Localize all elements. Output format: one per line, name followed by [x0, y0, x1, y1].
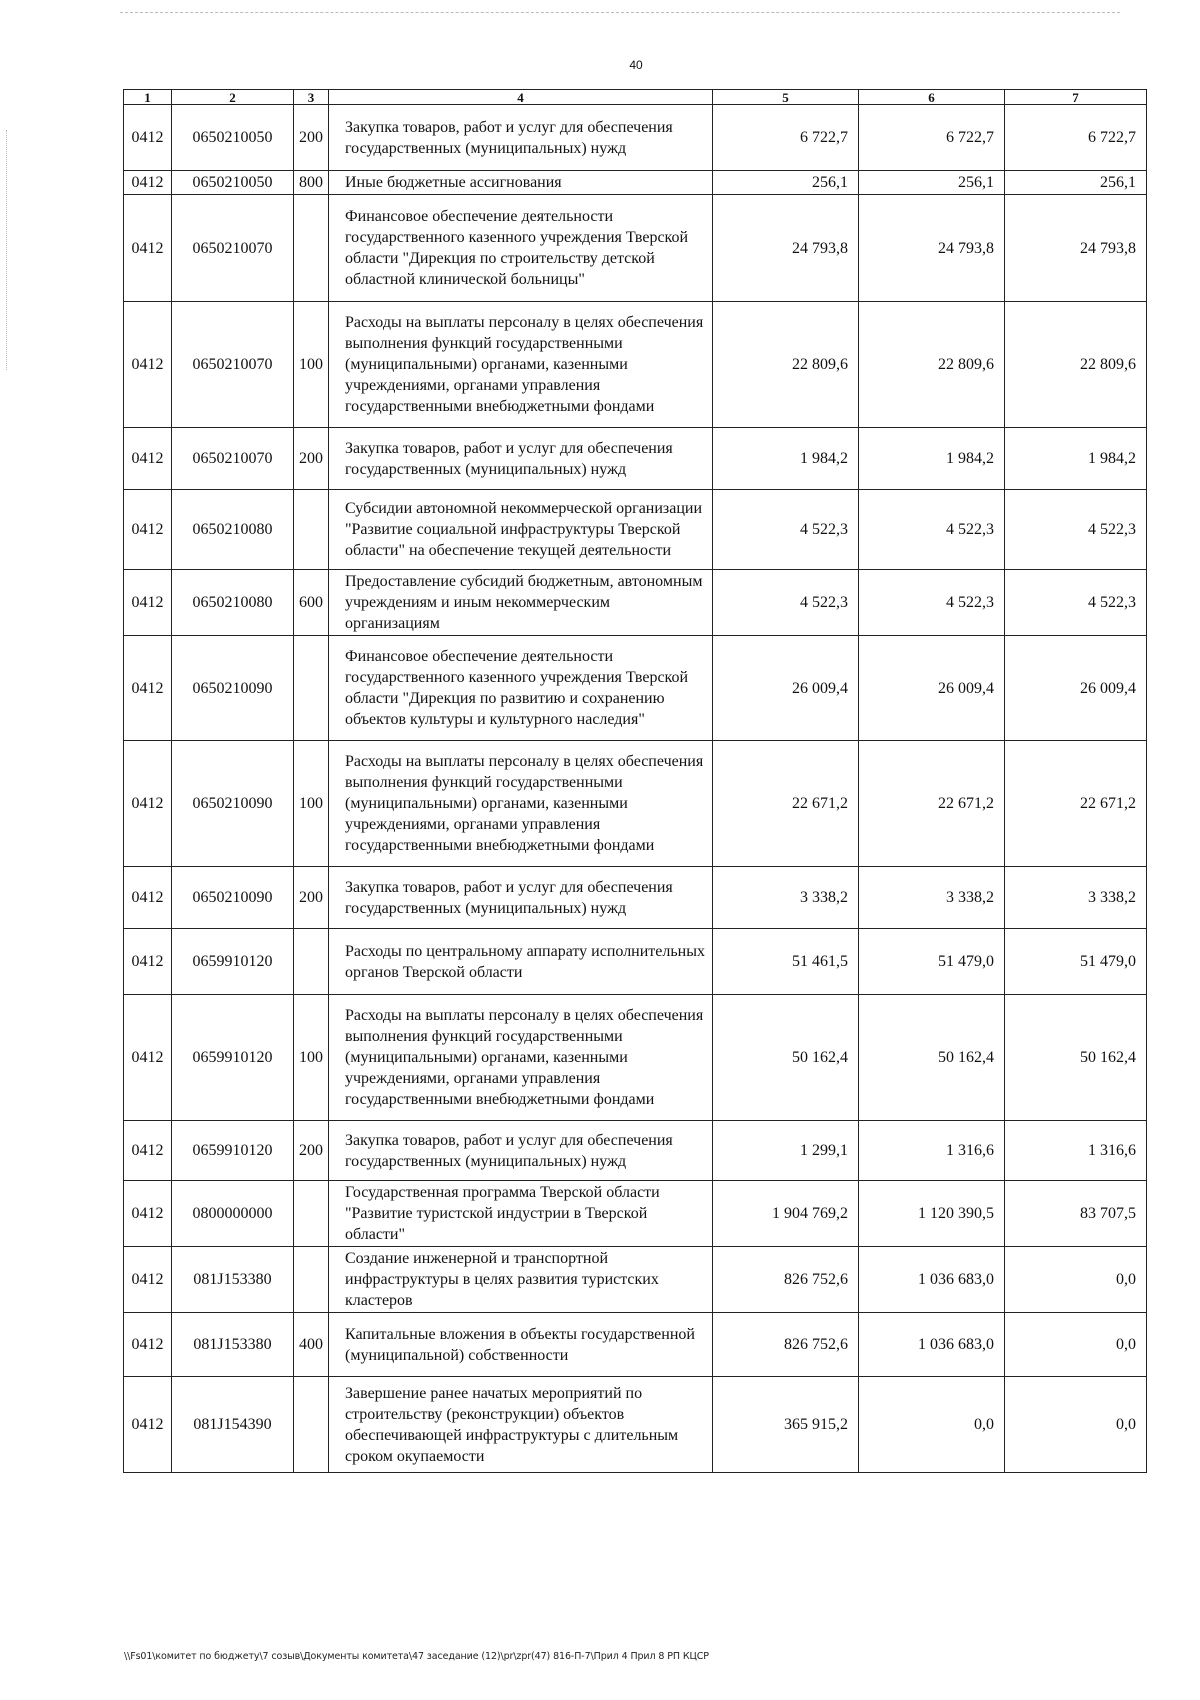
- page-number: 40: [629, 58, 643, 72]
- section-code-cell: 0412: [124, 995, 172, 1121]
- value-col6-cell: 4 522,3: [859, 490, 1005, 570]
- expense-type-cell: 100: [294, 995, 329, 1121]
- value-col7-cell: 6 722,7: [1005, 105, 1147, 171]
- table-row: [124, 1121, 1147, 1181]
- section-code-cell: 0412: [124, 105, 172, 171]
- row-name-cell: Создание инженерной и транспортной инфраструктуры в целях развития туристских кластеров: [329, 1247, 713, 1313]
- value-col7-cell: 51 479,0: [1005, 929, 1147, 995]
- value-col5-cell: 22 671,2: [713, 741, 859, 867]
- expense-type-cell: 600: [294, 570, 329, 636]
- row-name-cell: Государственная программа Тверской области "Развитие туристской индустрии в Тверской области": [329, 1181, 713, 1247]
- target-article-cell: 0650210070: [172, 195, 294, 302]
- table-row: [124, 1247, 1147, 1313]
- table-header-row: [124, 90, 1147, 105]
- table-row: [124, 1313, 1147, 1377]
- value-col6-cell: 22 809,6: [859, 302, 1005, 428]
- footer-file-path: \\Fs01\комитет по бюджету\7 созыв\Документы комитета\47 заседание (12)\pr\zpr(47) 816-П-7\Прил 4 Прил 8 РП КЦСР: [124, 1651, 709, 1662]
- header-col-4: 4: [329, 90, 713, 105]
- value-col6-cell: 50 162,4: [859, 995, 1005, 1121]
- row-name-cell: Расходы по центральному аппарату исполнительных органов Тверской области: [329, 929, 713, 995]
- scan-margin-marks: [6, 130, 9, 370]
- row-name-cell: Закупка товаров, работ и услуг для обеспечения государственных (муниципальных) нужд: [329, 428, 713, 490]
- target-article-cell: 0659910120: [172, 995, 294, 1121]
- target-article-cell: 0650210080: [172, 570, 294, 636]
- table-row: [124, 867, 1147, 929]
- row-name-cell: Капитальные вложения в объекты государственной (муниципальной) собственности: [329, 1313, 713, 1377]
- table-row: [124, 302, 1147, 428]
- row-name-cell: Предоставление субсидий бюджетным, автономным учреждениям и иным некоммерческим организациям: [329, 570, 713, 636]
- section-code-cell: 0412: [124, 428, 172, 490]
- row-name-cell: Иные бюджетные ассигнования: [329, 171, 713, 195]
- value-col5-cell: 826 752,6: [713, 1247, 859, 1313]
- table-row: [124, 171, 1147, 195]
- expense-type-cell: 100: [294, 741, 329, 867]
- expense-type-cell: 200: [294, 428, 329, 490]
- value-col7-cell: 24 793,8: [1005, 195, 1147, 302]
- target-article-cell: 081J153380: [172, 1247, 294, 1313]
- header-col-3: 3: [294, 90, 329, 105]
- value-col5-cell: 4 522,3: [713, 570, 859, 636]
- target-article-cell: 0659910120: [172, 1121, 294, 1181]
- section-code-cell: 0412: [124, 1377, 172, 1473]
- expense-type-cell: [294, 195, 329, 302]
- value-col7-cell: 4 522,3: [1005, 570, 1147, 636]
- value-col7-cell: 3 338,2: [1005, 867, 1147, 929]
- table-row: [124, 570, 1147, 636]
- expense-type-cell: 100: [294, 302, 329, 428]
- row-name-cell: Завершение ранее начатых мероприятий по строительству (реконструкции) объектов обеспечивающей инфраструктуры с длительным сроком окупаемости: [329, 1377, 713, 1473]
- target-article-cell: 0650210080: [172, 490, 294, 570]
- target-article-cell: 0650210050: [172, 105, 294, 171]
- target-article-cell: 0800000000: [172, 1181, 294, 1247]
- value-col5-cell: 26 009,4: [713, 636, 859, 741]
- header-col-5: 5: [713, 90, 859, 105]
- section-code-cell: 0412: [124, 929, 172, 995]
- value-col5-cell: 1 984,2: [713, 428, 859, 490]
- target-article-cell: 0650210090: [172, 867, 294, 929]
- section-code-cell: 0412: [124, 302, 172, 428]
- table-row: [124, 1377, 1147, 1473]
- table-row: [124, 105, 1147, 171]
- row-name-cell: Субсидии автономной некоммерческой организации "Развитие социальной инфраструктуры Тверской области" на обеспечение текущей деятельности: [329, 490, 713, 570]
- value-col6-cell: 3 338,2: [859, 867, 1005, 929]
- value-col7-cell: 22 809,6: [1005, 302, 1147, 428]
- row-name-cell: Расходы на выплаты персоналу в целях обеспечения выполнения функций государственными (муниципальными) органами, казенными учреждениями, органами управления государственными внебюджетными фондами: [329, 741, 713, 867]
- value-col5-cell: 22 809,6: [713, 302, 859, 428]
- target-article-cell: 0650210050: [172, 171, 294, 195]
- value-col5-cell: 365 915,2: [713, 1377, 859, 1473]
- value-col5-cell: 1 904 769,2: [713, 1181, 859, 1247]
- value-col6-cell: 26 009,4: [859, 636, 1005, 741]
- budget-table: [123, 89, 1147, 1473]
- value-col6-cell: 1 984,2: [859, 428, 1005, 490]
- value-col6-cell: 22 671,2: [859, 741, 1005, 867]
- section-code-cell: 0412: [124, 1313, 172, 1377]
- header-col-1: 1: [124, 90, 172, 105]
- target-article-cell: 081J153380: [172, 1313, 294, 1377]
- value-col5-cell: 4 522,3: [713, 490, 859, 570]
- expense-type-cell: [294, 490, 329, 570]
- table-row: [124, 995, 1147, 1121]
- expense-type-cell: 200: [294, 867, 329, 929]
- table-row: [124, 929, 1147, 995]
- value-col7-cell: 256,1: [1005, 171, 1147, 195]
- expense-type-cell: [294, 636, 329, 741]
- value-col7-cell: 50 162,4: [1005, 995, 1147, 1121]
- value-col7-cell: 26 009,4: [1005, 636, 1147, 741]
- row-name-cell: Закупка товаров, работ и услуг для обеспечения государственных (муниципальных) нужд: [329, 105, 713, 171]
- value-col7-cell: 0,0: [1005, 1377, 1147, 1473]
- value-col5-cell: 256,1: [713, 171, 859, 195]
- value-col5-cell: 6 722,7: [713, 105, 859, 171]
- value-col7-cell: 4 522,3: [1005, 490, 1147, 570]
- target-article-cell: 0650210070: [172, 428, 294, 490]
- header-col-2: 2: [172, 90, 294, 105]
- row-name-cell: Закупка товаров, работ и услуг для обеспечения государственных (муниципальных) нужд: [329, 1121, 713, 1181]
- value-col7-cell: 1 316,6: [1005, 1121, 1147, 1181]
- section-code-cell: 0412: [124, 490, 172, 570]
- value-col5-cell: 24 793,8: [713, 195, 859, 302]
- table-row: [124, 741, 1147, 867]
- value-col5-cell: 1 299,1: [713, 1121, 859, 1181]
- value-col7-cell: 0,0: [1005, 1247, 1147, 1313]
- value-col5-cell: 50 162,4: [713, 995, 859, 1121]
- row-name-cell: Закупка товаров, работ и услуг для обеспечения государственных (муниципальных) нужд: [329, 867, 713, 929]
- expense-type-cell: 200: [294, 105, 329, 171]
- expense-type-cell: 400: [294, 1313, 329, 1377]
- table-row: [124, 1181, 1147, 1247]
- section-code-cell: 0412: [124, 1181, 172, 1247]
- section-code-cell: 0412: [124, 171, 172, 195]
- value-col6-cell: 256,1: [859, 171, 1005, 195]
- value-col6-cell: 1 036 683,0: [859, 1313, 1005, 1377]
- expense-type-cell: 200: [294, 1121, 329, 1181]
- value-col6-cell: 51 479,0: [859, 929, 1005, 995]
- value-col5-cell: 3 338,2: [713, 867, 859, 929]
- value-col7-cell: 1 984,2: [1005, 428, 1147, 490]
- row-name-cell: Финансовое обеспечение деятельности государственного казенного учреждения Тверской области "Дирекция по развитию и сохранению объектов культуры и культурного наследия": [329, 636, 713, 741]
- value-col5-cell: 51 461,5: [713, 929, 859, 995]
- value-col6-cell: 1 316,6: [859, 1121, 1005, 1181]
- section-code-cell: 0412: [124, 741, 172, 867]
- value-col6-cell: 4 522,3: [859, 570, 1005, 636]
- value-col7-cell: 0,0: [1005, 1313, 1147, 1377]
- value-col6-cell: 1 036 683,0: [859, 1247, 1005, 1313]
- section-code-cell: 0412: [124, 867, 172, 929]
- target-article-cell: 0659910120: [172, 929, 294, 995]
- table-row: [124, 636, 1147, 741]
- header-col-7: 7: [1005, 90, 1147, 105]
- value-col7-cell: 83 707,5: [1005, 1181, 1147, 1247]
- row-name-cell: Расходы на выплаты персоналу в целях обеспечения выполнения функций государственными (муниципальными) органами, казенными учреждениями, органами управления государственными внебюджетными фондами: [329, 302, 713, 428]
- section-code-cell: 0412: [124, 195, 172, 302]
- expense-type-cell: [294, 1247, 329, 1313]
- scan-top-rule: [120, 12, 1120, 13]
- expense-type-cell: [294, 1181, 329, 1247]
- table-row: [124, 195, 1147, 302]
- target-article-cell: 0650210090: [172, 741, 294, 867]
- table-row: [124, 490, 1147, 570]
- table-row: [124, 428, 1147, 490]
- row-name-cell: Финансовое обеспечение деятельности государственного казенного учреждения Тверской области "Дирекция по строительству детской областной клинической больницы": [329, 195, 713, 302]
- section-code-cell: 0412: [124, 1121, 172, 1181]
- target-article-cell: 081J154390: [172, 1377, 294, 1473]
- target-article-cell: 0650210070: [172, 302, 294, 428]
- section-code-cell: 0412: [124, 1247, 172, 1313]
- section-code-cell: 0412: [124, 570, 172, 636]
- expense-type-cell: 800: [294, 171, 329, 195]
- target-article-cell: 0650210090: [172, 636, 294, 741]
- value-col6-cell: 6 722,7: [859, 105, 1005, 171]
- expense-type-cell: [294, 929, 329, 995]
- value-col5-cell: 826 752,6: [713, 1313, 859, 1377]
- header-col-6: 6: [859, 90, 1005, 105]
- value-col6-cell: 24 793,8: [859, 195, 1005, 302]
- value-col6-cell: 1 120 390,5: [859, 1181, 1005, 1247]
- row-name-cell: Расходы на выплаты персоналу в целях обеспечения выполнения функций государственными (муниципальными) органами, казенными учреждениями, органами управления государственными внебюджетными фондами: [329, 995, 713, 1121]
- value-col7-cell: 22 671,2: [1005, 741, 1147, 867]
- expense-type-cell: [294, 1377, 329, 1473]
- section-code-cell: 0412: [124, 636, 172, 741]
- value-col6-cell: 0,0: [859, 1377, 1005, 1473]
